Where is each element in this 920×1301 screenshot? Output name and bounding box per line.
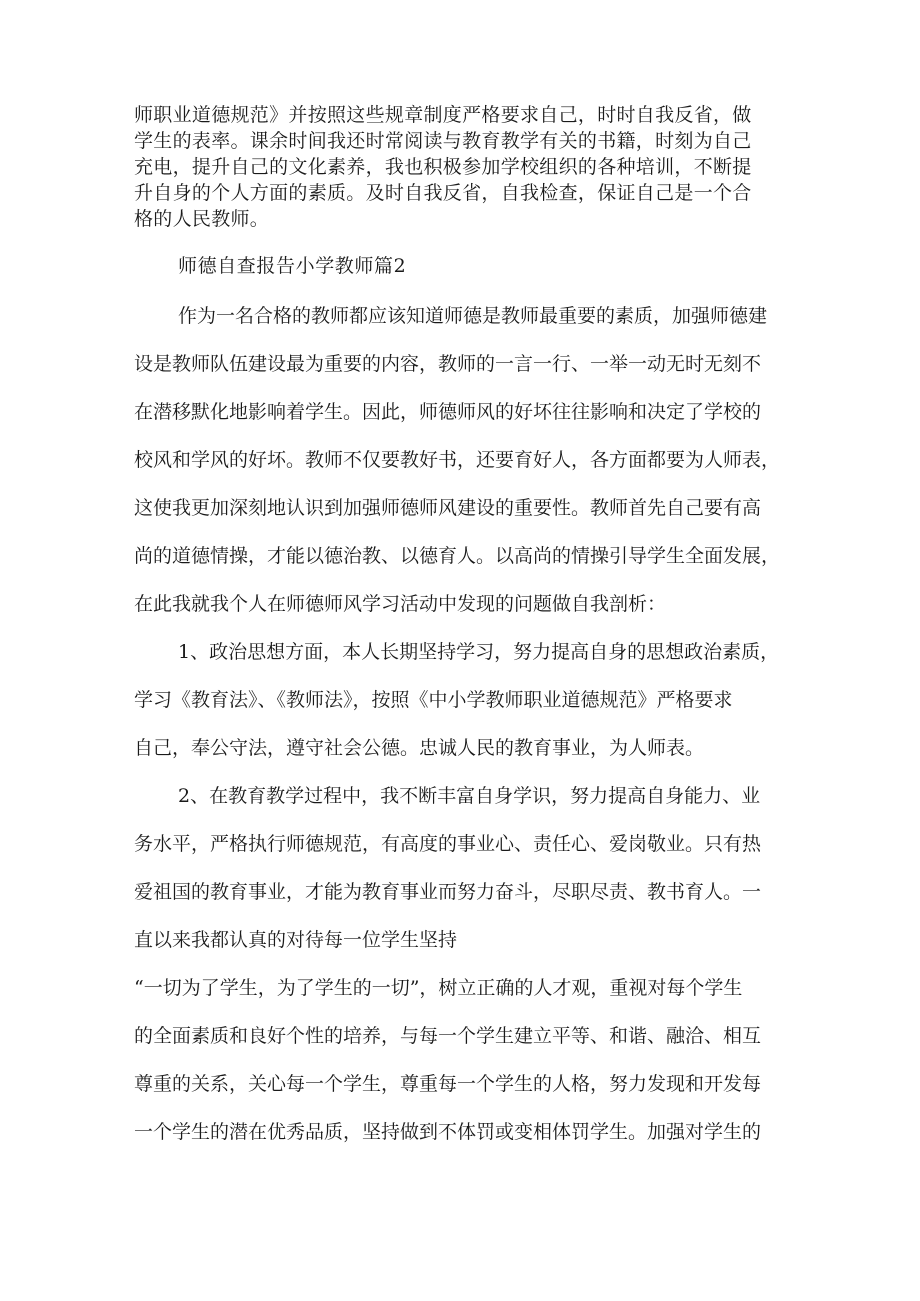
text-line: 校风和学风的好坏。教师不仅要教好书，还要育好人，各方面都要为人师表， [134, 449, 781, 471]
text-line: 务水平，严格执行师德规范，有高度的事业心、责任心、爱岗敬业。只有热 [134, 833, 762, 855]
text-line: 设是教师队伍建设最为重要的内容，教师的一言一行、一举一动无时无刻不 [134, 353, 762, 375]
text-line: 2、在教育教学过程中，我不断丰富自身学识，努力提高自身能力、业 [178, 785, 761, 807]
text-line: 格的人民教师。 [134, 208, 270, 230]
text-line: 自己，奉公守法，遵守社会公德。忠诚人民的教育事业，为人师表。 [134, 737, 705, 759]
text-line: 尊重的关系，关心每一个学生，尊重每一个学生的人格，努力发现和开发每 [134, 1073, 762, 1095]
text-line: 爱祖国的教育事业，才能为教育事业而努力奋斗，尽职尽责、教书育人。一 [134, 881, 762, 903]
text-line: 直以来我都认真的对待每一位学生坚持 [134, 929, 458, 951]
text-line: 作为一名合格的教师都应该知道师德是教师最重要的素质，加强师德建 [178, 305, 768, 327]
text-line: 学生的表率。课余时间我还时常阅读与教育教学有关的书籍，时刻为自己 [134, 130, 752, 152]
text-line: 在潜移默化地影响着学生。因此，师德师风的好坏往往影响和决定了学校的 [134, 401, 762, 423]
text-line: 升自身的个人方面的素质。及时自我反省，自我检查，保证自己是一个合 [134, 182, 752, 204]
text-line: 学习《教育法》、《教师法》，按照《中小学教师职业道德规范》严格要求 [134, 689, 733, 711]
text-line: 师职业道德规范》并按照这些规章制度严格要求自己，时时自我反省，做 [134, 104, 752, 126]
text-line: 尚的道德情操，才能以德治教、以德育人。以高尚的情操引导学生全面发展， [134, 545, 781, 567]
text-line: 充电，提升自己的文化素养，我也积极参加学校组织的各种培训，不断提 [134, 156, 752, 178]
text-line: 1、政治思想方面，本人长期坚持学习，努力提高自身的思想政治素质， [178, 641, 780, 663]
text-line: 这使我更加深刻地认识到加强师德师风建设的重要性。教师首先自己要有高 [134, 497, 762, 519]
text-line: 的全面素质和良好个性的培养，与每一个学生建立平等、和谐、融洽、相互 [134, 1025, 762, 1047]
text-line: “一切为了学生，为了学生的一切”，树立正确的人才观，重视对每个学生 [134, 977, 743, 999]
text-line: 在此我就我个人在师德师风学习活动中发现的问题做自我剖析： [134, 593, 667, 615]
text-line: 一个学生的潜在优秀品质，坚持做到不体罚或变相体罚学生。加强对学生的 [134, 1121, 762, 1143]
section-heading: 师德自查报告小学教师篇2 [178, 255, 407, 277]
